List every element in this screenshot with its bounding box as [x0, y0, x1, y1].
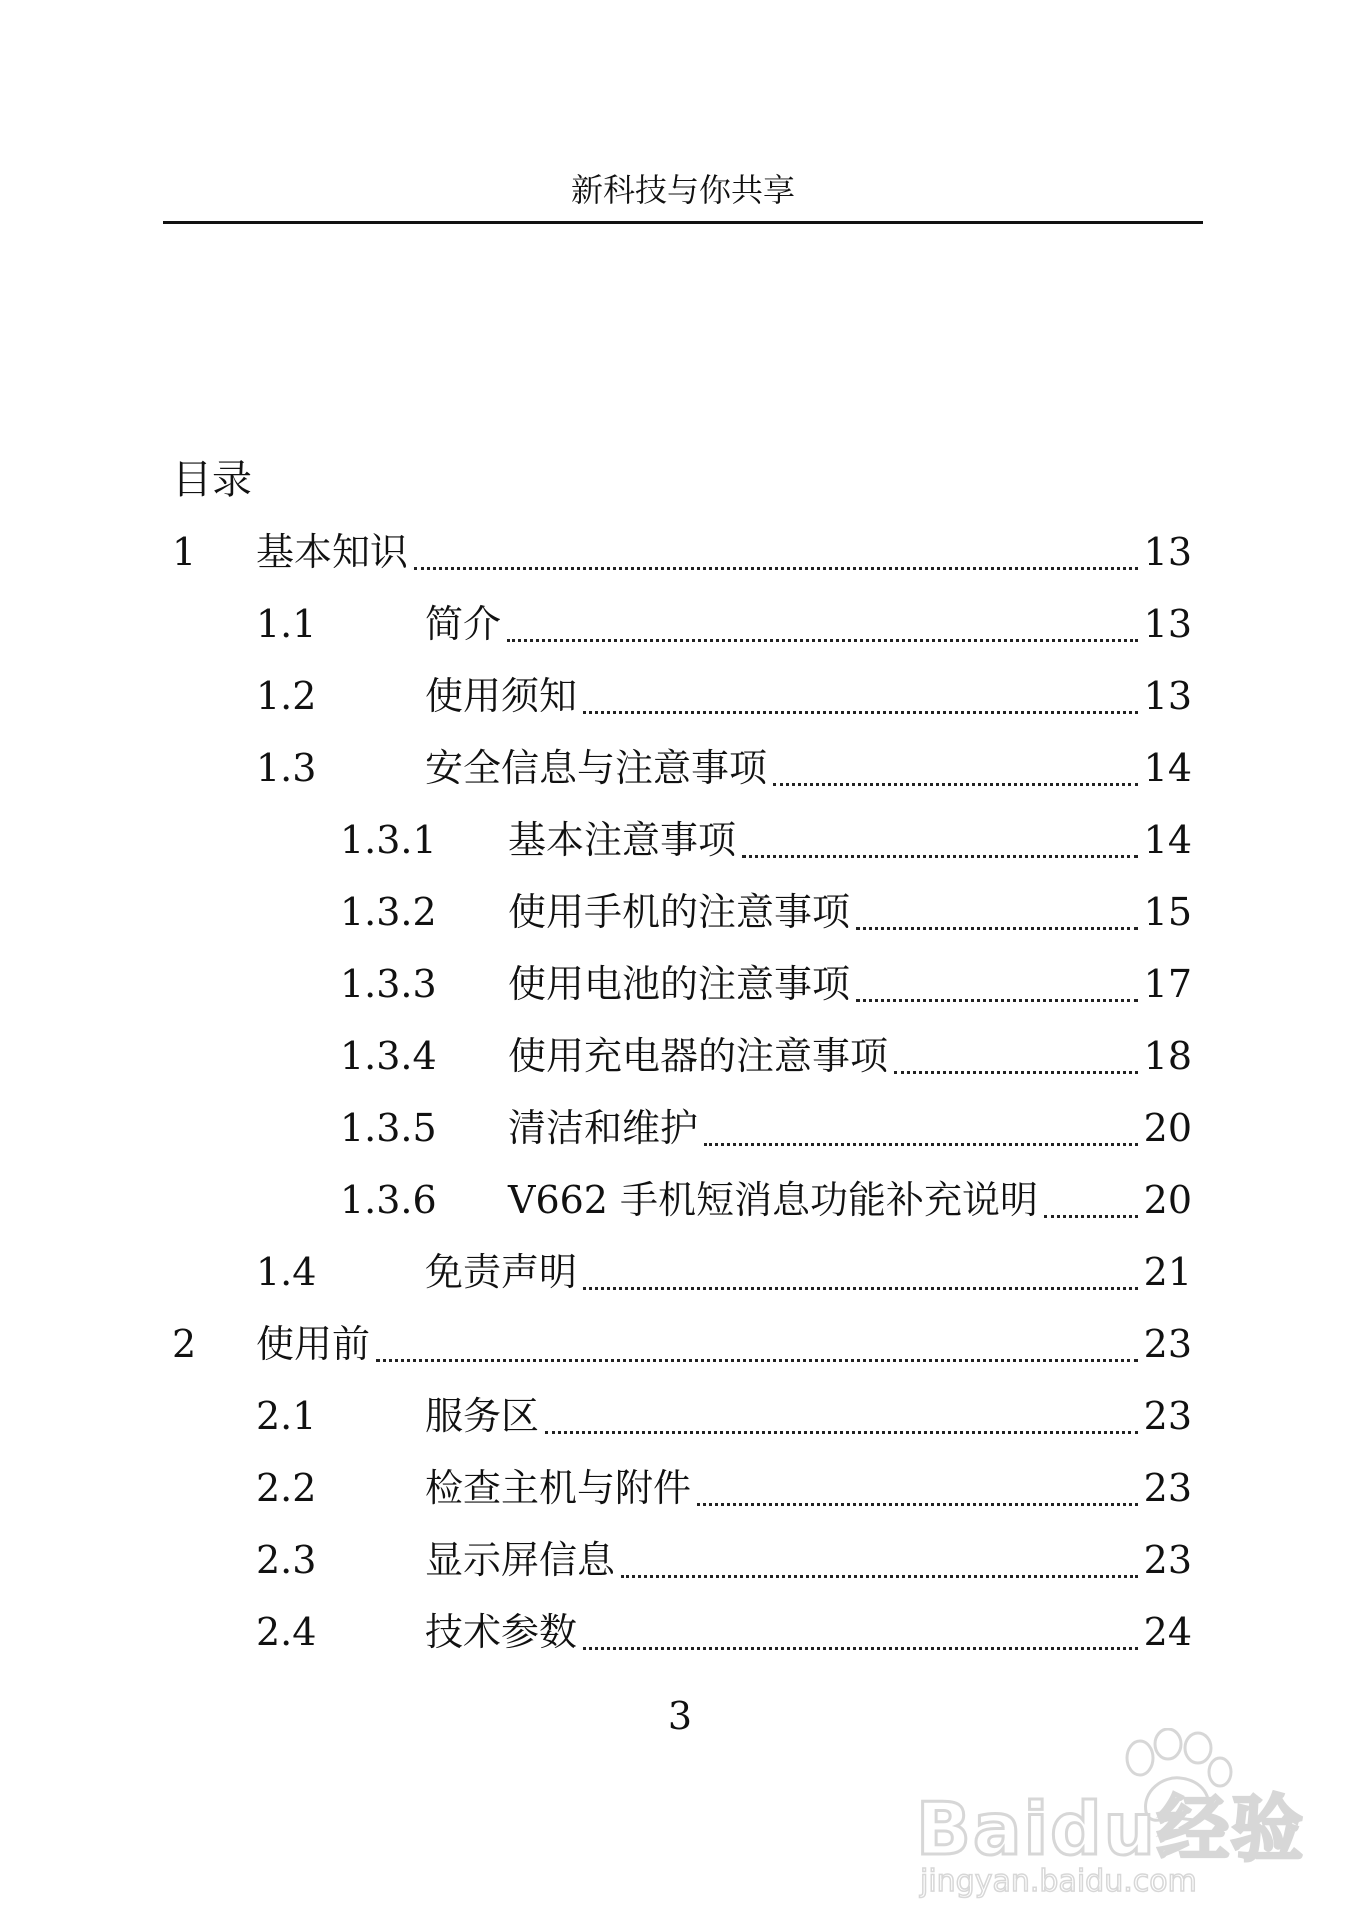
watermark-url: jingyan.baidu.com: [920, 1864, 1197, 1899]
toc-entry-page: 21: [1143, 1250, 1192, 1294]
dot-leader: [376, 1359, 1138, 1362]
toc-entry-number: 1.3.6: [340, 1178, 437, 1222]
toc-entry-title: 基本知识: [256, 530, 409, 574]
toc-entry-page: 14: [1143, 746, 1192, 790]
dot-leader: [697, 1503, 1138, 1506]
toc-entry-title: 检查主机与附件: [425, 1466, 692, 1510]
toc-entry-title: 使用充电器的注意事项: [508, 1034, 889, 1078]
toc-entry-leader: [508, 812, 1192, 868]
toc-entry-page: 13: [1143, 602, 1192, 646]
toc-entry-title: 使用前: [256, 1322, 371, 1366]
toc-entry-page: 17: [1143, 962, 1192, 1006]
toc-entry-leader: [256, 1316, 1192, 1372]
toc-entry-leader: [425, 1460, 1192, 1516]
toc-entry-title: V662 手机短消息功能补充说明: [508, 1178, 1039, 1222]
toc-entry-number: 1.3.1: [340, 818, 437, 862]
toc-entry-page: 14: [1143, 818, 1192, 862]
toc-entry[interactable]: [0, 1028, 1360, 1100]
toc-entry-number: 1.3.2: [340, 890, 437, 934]
toc-entry-leader: [256, 524, 1192, 580]
toc-entry-title: 安全信息与注意事项: [425, 746, 768, 790]
toc-entry-title: 技术参数: [425, 1610, 578, 1654]
table-of-contents: [0, 524, 1360, 1676]
toc-entry-page: 23: [1143, 1322, 1192, 1366]
dot-leader: [621, 1575, 1138, 1578]
toc-title: 目录: [172, 457, 252, 503]
toc-entry-number: 1.3.5: [340, 1106, 437, 1150]
toc-entry-title: 使用电池的注意事项: [508, 962, 851, 1006]
toc-entry[interactable]: [0, 1460, 1360, 1532]
dot-leader: [583, 711, 1138, 714]
toc-entry-number: 2.4: [256, 1610, 317, 1654]
toc-entry-number: 2.2: [256, 1466, 317, 1510]
toc-entry[interactable]: [0, 1604, 1360, 1676]
dot-leader: [545, 1431, 1138, 1434]
toc-entry-title: 使用须知: [425, 674, 578, 718]
page-header: 新科技与你共享: [570, 171, 795, 209]
page-number: 3: [667, 1694, 693, 1738]
toc-entry-leader: [508, 884, 1192, 940]
toc-entry[interactable]: [0, 1244, 1360, 1316]
toc-entry[interactable]: [0, 524, 1360, 596]
toc-entry-page: 18: [1143, 1034, 1192, 1078]
toc-entry-leader: [508, 1028, 1192, 1084]
toc-entry[interactable]: [0, 1532, 1360, 1604]
dot-leader: [742, 855, 1138, 858]
toc-entry-leader: [425, 668, 1192, 724]
dot-leader: [894, 1071, 1138, 1074]
toc-entry-leader: [425, 740, 1192, 796]
toc-entry-page: 23: [1143, 1466, 1192, 1510]
toc-entry-number: 2.3: [256, 1538, 317, 1582]
dot-leader: [583, 1647, 1138, 1650]
toc-entry-title: 简介: [425, 602, 502, 646]
toc-entry-title: 使用手机的注意事项: [508, 890, 851, 934]
toc-entry[interactable]: [0, 956, 1360, 1028]
toc-entry-page: 13: [1143, 530, 1192, 574]
toc-entry-page: 15: [1143, 890, 1192, 934]
toc-entry-page: 20: [1143, 1178, 1192, 1222]
toc-entry[interactable]: [0, 812, 1360, 884]
toc-entry-title: 服务区: [425, 1394, 540, 1438]
dot-leader: [414, 567, 1138, 570]
toc-entry-number: 1.3: [256, 746, 317, 790]
toc-entry-leader: [425, 1388, 1192, 1444]
baidu-watermark: [916, 1728, 1305, 1899]
toc-entry-leader: [508, 1100, 1192, 1156]
dot-leader: [583, 1287, 1138, 1290]
dot-leader: [856, 999, 1138, 1002]
toc-entry-title: 免责声明: [425, 1250, 578, 1294]
toc-entry-number: 1.3.4: [340, 1034, 437, 1078]
toc-entry[interactable]: [0, 884, 1360, 956]
toc-entry[interactable]: [0, 740, 1360, 812]
toc-entry-leader: [425, 1244, 1192, 1300]
toc-entry-number: 1.3.3: [340, 962, 437, 1006]
toc-entry-page: 24: [1143, 1610, 1192, 1654]
toc-entry-number: 1.4: [256, 1250, 317, 1294]
toc-entry-number: 2.1: [256, 1394, 317, 1438]
toc-entry-page: 13: [1143, 674, 1192, 718]
dot-leader: [856, 927, 1138, 930]
dot-leader: [1044, 1215, 1138, 1218]
dot-leader: [704, 1143, 1138, 1146]
toc-entry-title: 清洁和维护: [508, 1106, 699, 1150]
toc-entry-title: 基本注意事项: [508, 818, 737, 862]
toc-entry[interactable]: [0, 1172, 1360, 1244]
dot-leader: [773, 783, 1138, 786]
toc-entry-number: 1: [172, 530, 197, 574]
toc-entry-leader: [508, 956, 1192, 1012]
toc-entry[interactable]: [0, 596, 1360, 668]
toc-entry[interactable]: [0, 1388, 1360, 1460]
toc-entry-number: 2: [172, 1322, 197, 1366]
toc-entry-leader: [508, 1172, 1192, 1228]
toc-entry-page: 23: [1143, 1394, 1192, 1438]
toc-entry-number: 1.2: [256, 674, 317, 718]
toc-entry-leader: [425, 1604, 1192, 1660]
toc-entry-page: 20: [1143, 1106, 1192, 1150]
dot-leader: [507, 639, 1138, 642]
toc-entry[interactable]: [0, 1100, 1360, 1172]
toc-entry-page: 23: [1143, 1538, 1192, 1582]
toc-entry-leader: [425, 596, 1192, 652]
toc-entry-title: 显示屏信息: [425, 1538, 616, 1582]
watermark-logo: Baidu经验: [916, 1787, 1305, 1871]
toc-entry[interactable]: [0, 1316, 1360, 1388]
toc-entry[interactable]: [0, 668, 1360, 740]
header-rule: [163, 221, 1203, 224]
toc-entry-number: 1.1: [256, 602, 317, 646]
toc-entry-leader: [425, 1532, 1192, 1588]
